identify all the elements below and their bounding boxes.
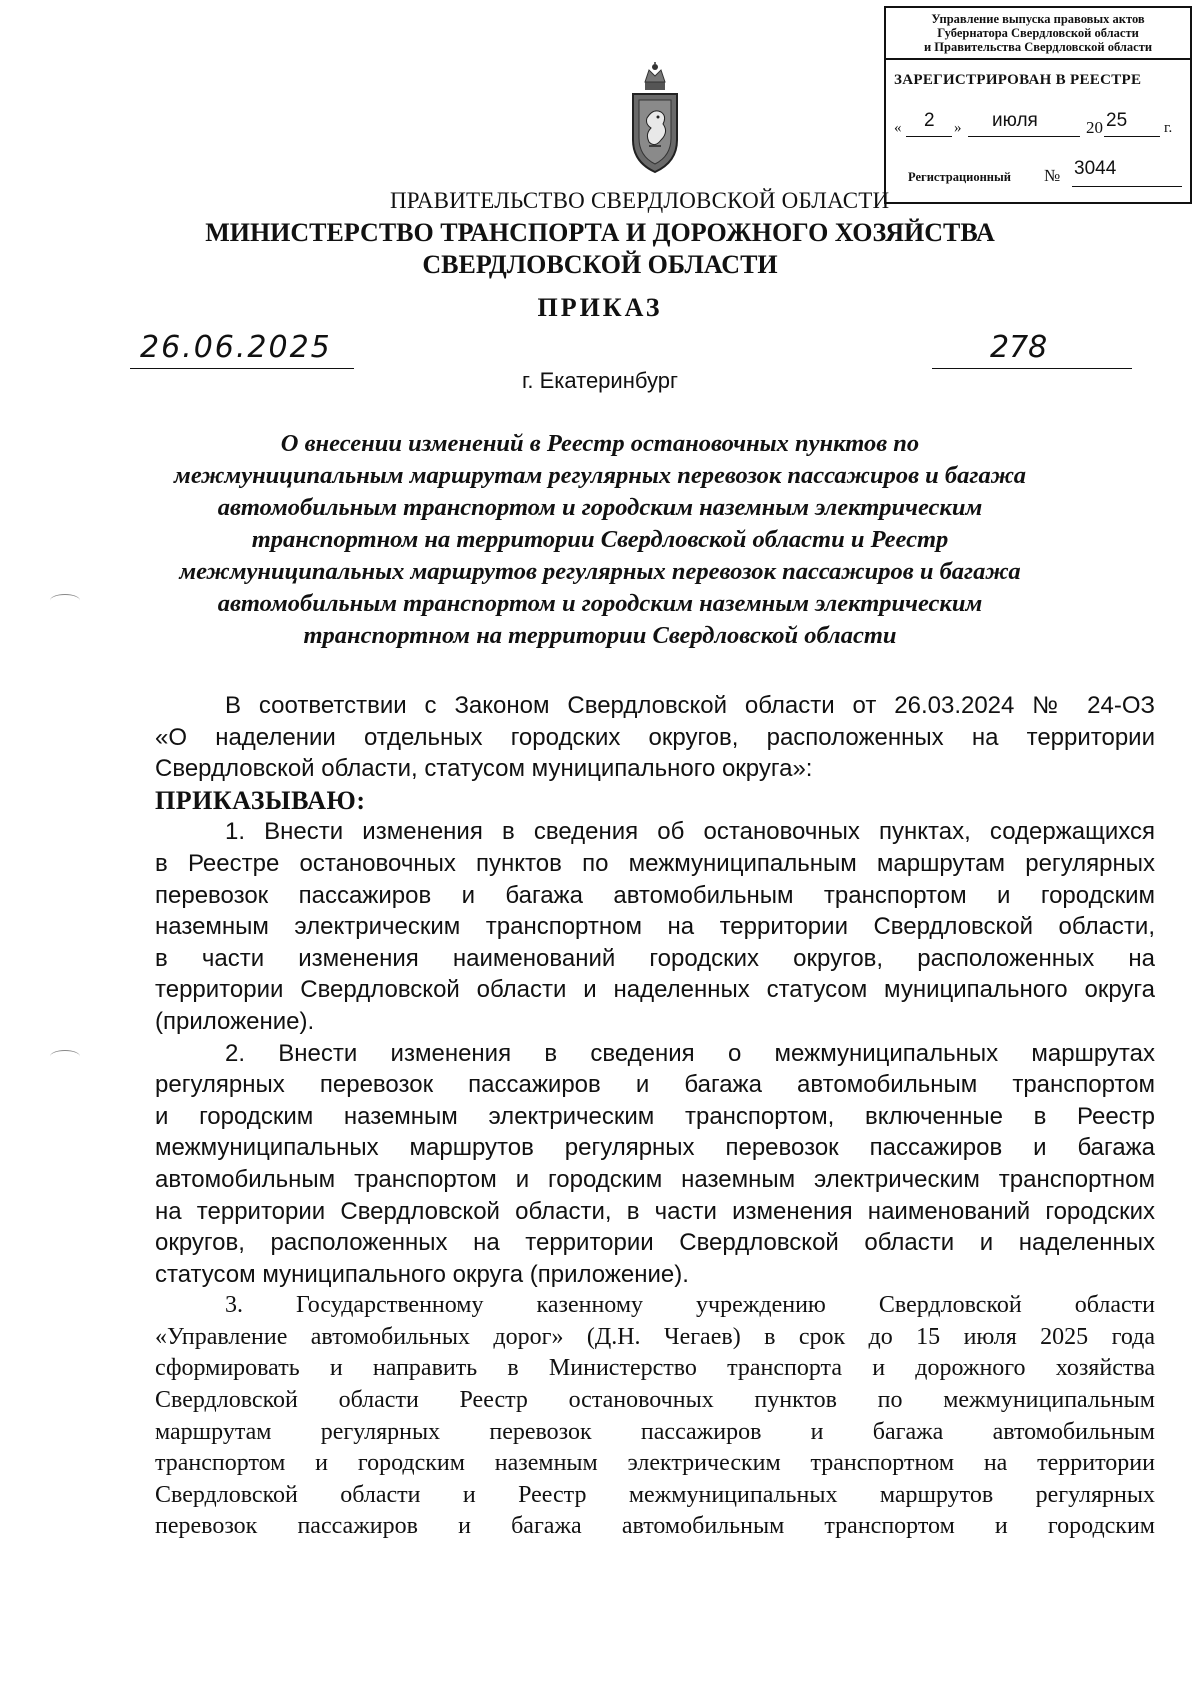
stamp-number-sign: № bbox=[1044, 166, 1061, 185]
order-body bbox=[155, 690, 1155, 1543]
item-3-line: Свердловской области и Реестр межмуниципальных маршрутов регулярных bbox=[155, 1481, 1155, 1508]
item-3-line: 3. Государственному казенному учреждению Свердловской области bbox=[225, 1292, 1155, 1319]
registration-stamp bbox=[884, 6, 1192, 204]
preamble-line: Свердловской области, статусом муниципального округа»: bbox=[155, 755, 813, 783]
item-2-line: 2. Внести изменения в сведения о межмуниципальных маршрутах bbox=[225, 1039, 1155, 1067]
stamp-day: 2 bbox=[924, 110, 935, 131]
item-1-line: 1. Внести изменения в сведения об остановочных пунктах, содержащихся bbox=[225, 818, 1155, 846]
government-title: ПРАВИТЕЛЬСТВО СВЕРДЛОВСКОЙ ОБЛАСТИ bbox=[390, 188, 890, 213]
item-1-line: в части изменения наименований городских округов, расположенных на bbox=[155, 944, 1155, 972]
item-2-line: автомобильным транспортом и городским наземным электрическим транспортном bbox=[155, 1165, 1155, 1193]
stamp-month: июля bbox=[992, 110, 1038, 131]
stamp-header-line: Губернатора Свердловской области bbox=[937, 26, 1139, 40]
title-line: транспортном на территории Свердловской области bbox=[303, 622, 897, 649]
item-3-line: Свердловской области Реестр остановочных пунктов по межмуниципальным bbox=[155, 1387, 1155, 1414]
ministry-title-line-2: СВЕРДЛОВСКОЙ ОБЛАСТИ bbox=[422, 250, 778, 279]
item-3-line: маршрутам регулярных перевозок пассажиров и багажа автомобильным bbox=[155, 1418, 1155, 1445]
stamp-date bbox=[894, 110, 1186, 142]
item-2-line: и городским наземным электрическим транспортом, включенные в Реестр bbox=[155, 1102, 1155, 1130]
order-title bbox=[150, 428, 1050, 652]
item-1-line: перевозок пассажиров и багажа автомобильным транспортом и городским bbox=[155, 881, 1155, 909]
stamp-registered-label: ЗАРЕГИСТРИРОВАН В РЕЕСТРЕ bbox=[894, 72, 1142, 88]
item-2-line: регулярных перевозок пассажиров и багажа автомобильным транспортом bbox=[155, 1071, 1155, 1099]
title-line: межмуниципальных маршрутов регулярных перевозок пассажиров и багажа bbox=[179, 558, 1021, 585]
stamp-header bbox=[886, 8, 1190, 60]
title-line: транспортном на территории Свердловской области и Реестр bbox=[251, 526, 949, 553]
stamp-quote-close: » bbox=[954, 120, 962, 136]
preamble-line: «О наделении отдельных городских округов, расположенных на территории bbox=[155, 723, 1155, 751]
item-1-line: территории Свердловской области и наделенных статусом муниципального округа bbox=[155, 976, 1155, 1004]
margin-mark bbox=[50, 1050, 80, 1063]
order-number: 278 bbox=[990, 330, 1048, 365]
document-type: ПРИКАЗ bbox=[537, 293, 663, 322]
city: г. Екатеринбург bbox=[522, 368, 678, 393]
title-line: автомобильным транспортом и городским наземным электрическим bbox=[217, 590, 983, 617]
coat-of-arms-icon bbox=[627, 62, 683, 174]
margin-mark bbox=[50, 594, 80, 607]
stamp-reg-label: Регистрационный bbox=[908, 170, 1011, 184]
stamp-header-line: Управление выпуска правовых актов bbox=[931, 12, 1145, 26]
item-3-line: «Управление автомобильных дорог» (Д.Н. Чегаев) в срок до 15 июля 2025 года bbox=[155, 1323, 1155, 1350]
title-line: межмуниципальным маршрутам регулярных перевозок пассажиров и багажа bbox=[174, 462, 1026, 489]
stamp-year-prefix: 20 bbox=[1086, 118, 1103, 137]
item-1-line: в Реестре остановочных пунктов по межмуниципальным маршрутам регулярных bbox=[155, 849, 1155, 877]
item-2-line: округов, расположенных на территории Свердловской области и наделенных bbox=[155, 1229, 1155, 1257]
title-line: О внесении изменений в Реестр остановочных пунктов по bbox=[280, 430, 920, 457]
stamp-quote-open: « bbox=[894, 120, 902, 136]
orders-heading: ПРИКАЗЫВАЮ: bbox=[155, 785, 366, 815]
item-2-line: статусом муниципального округа (приложение). bbox=[155, 1260, 689, 1288]
item-1-line: (приложение). bbox=[155, 1007, 315, 1035]
stamp-year-suffix: 25 bbox=[1106, 110, 1128, 131]
title-line: автомобильным транспортом и городским наземным электрическим bbox=[217, 494, 983, 521]
stamp-reg-number: 3044 bbox=[1074, 158, 1117, 179]
stamp-year-unit: г. bbox=[1164, 120, 1173, 136]
item-2-line: межмуниципальных маршрутов регулярных перевозок пассажиров и багажа bbox=[155, 1134, 1155, 1162]
preamble-line: В соответствии с Законом Свердловской области от 26.03.2024 № 24-ОЗ bbox=[225, 692, 1155, 719]
item-3-line: перевозок пассажиров и багажа автомобильным транспортом и городским bbox=[155, 1513, 1155, 1540]
item-2-line: на территории Свердловской области, в части изменения наименований городских bbox=[155, 1197, 1155, 1225]
stamp-header-line: и Правительства Свердловской области bbox=[923, 40, 1153, 54]
ministry-title-line-1: МИНИСТЕРСТВО ТРАНСПОРТА И ДОРОЖНОГО ХОЗЯЙСТВА bbox=[205, 218, 995, 247]
order-date: 26.06.2025 bbox=[140, 330, 332, 365]
item-3-line: транспортом и городским наземным электрическим транспортном на территории bbox=[155, 1450, 1155, 1477]
item-1-line: наземным электрическим транспортном на территории Свердловской области, bbox=[155, 913, 1155, 941]
item-3-line: сформировать и направить в Министерство транспорта и дорожного хозяйства bbox=[155, 1355, 1155, 1382]
